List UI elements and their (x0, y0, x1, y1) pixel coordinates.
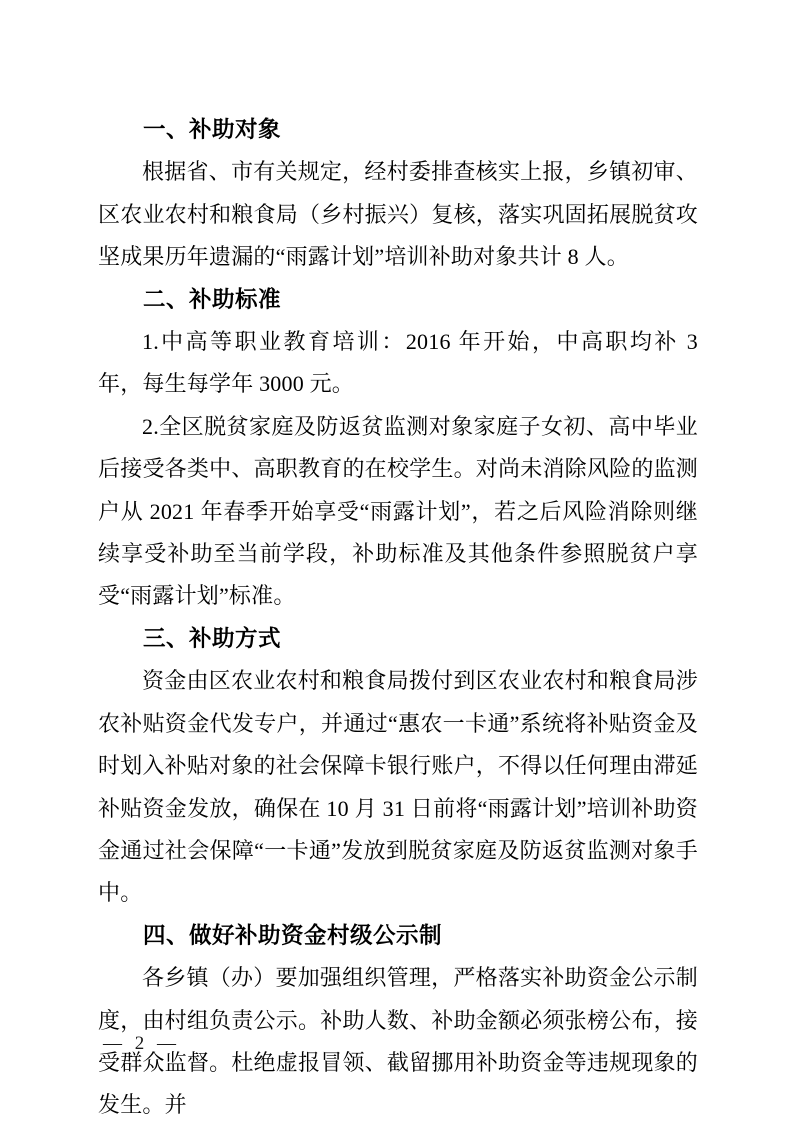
section-subsidy-standards (98, 279, 698, 618)
paragraph-1-1: 根据省、市有关规定，经村委排查核实上报，乡镇初审、区农业农村和粮食局（乡村振兴）复核，落实巩固拓展脱贫攻坚成果历年遗漏的“雨露计划”培训补助对象共计 8 人。 (98, 159, 698, 270)
page-number: — 2 — (103, 1033, 180, 1054)
section-heading-4: 四、做好补助资金村级公示制 (143, 922, 443, 948)
section-heading-1: 一、补助对象 (143, 117, 282, 142)
paragraph-2-1: 1.中高等职业教育培训：2016 年开始，中高职均补 3 年，每生每学年 3000 元。 (98, 329, 698, 397)
paragraph-4-1: 各乡镇（办）要加强组织管理，严格落实补助资金公示制度，由村组负责公示。补助人数、补助金额必须张榜公布，接受群众监督。杜绝虚报冒领、截留挪用补助资金等违规现象的发生。并 (98, 965, 698, 1118)
paragraph-3-1: 资金由区农业农村和粮食局拨付到区农业农村和粮食局涉农补贴资金代发专户，并通过“惠农一卡通”系统将补贴资金及时划入补贴对象的社会保障卡银行账户，不得以任何理由滞延补贴资金发放，确保在 10 月 31 日前将“雨露计划”培训补助资金通过社会保障“一卡通”发放到脱贫家庭及防返贫监测对象手中。 (98, 668, 698, 906)
section-village-publicity (98, 915, 698, 1122)
document-body (98, 109, 698, 1122)
paragraph-2-2: 2.全区脱贫家庭及防返贫监测对象家庭子女初、高中毕业后接受各类中、高职教育的在校学生。对尚未消除风险的监测户从 2021 年春季开始享受“雨露计划”，若之后风险消除则继续享受补助至当前学段，补助标准及其他条件参照脱贫户享受“雨露计划”标准。 (98, 413, 698, 609)
section-heading-3: 三、补助方式 (143, 625, 282, 651)
section-subsidy-targets (98, 109, 698, 279)
section-heading-2: 二、补助标准 (143, 286, 282, 312)
section-subsidy-method (98, 618, 698, 915)
